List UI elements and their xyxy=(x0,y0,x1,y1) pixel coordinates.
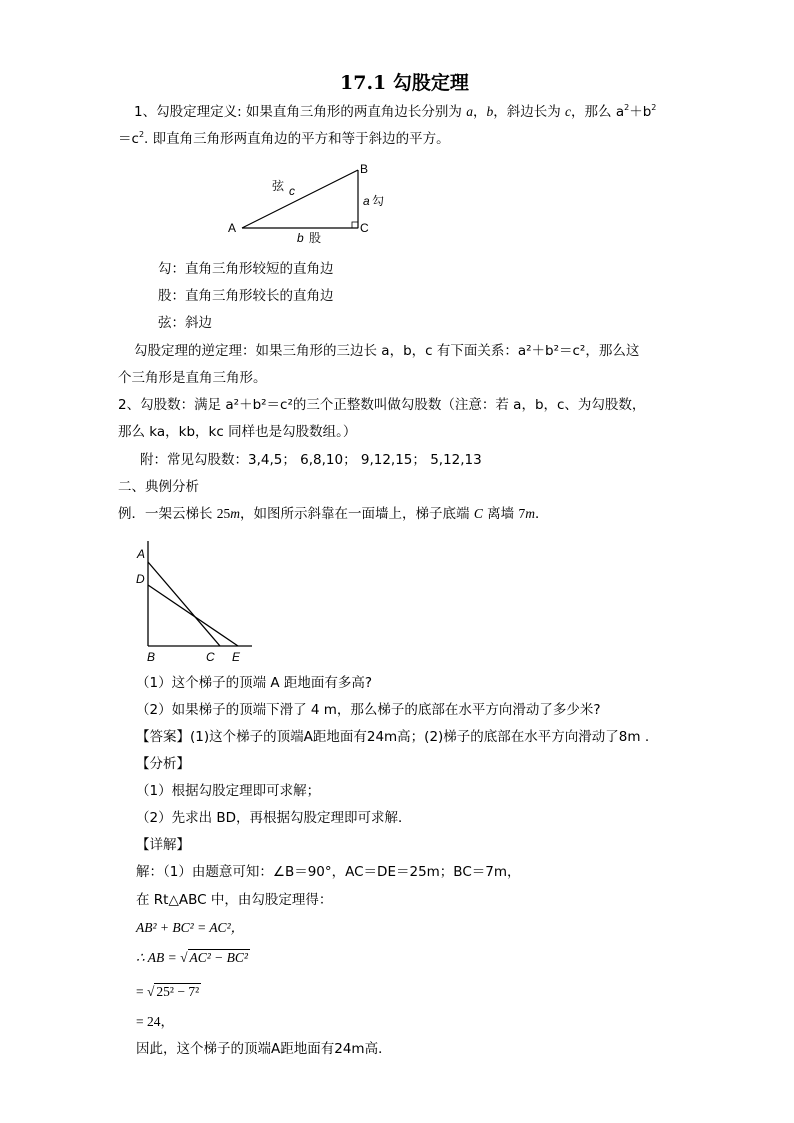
hypotenuse-label: 弦 xyxy=(272,179,285,193)
vertex-c-label: C xyxy=(360,221,369,235)
analysis-step-1: （1）根据勾股定理即可求解； xyxy=(136,783,321,799)
equation-3: = √ 25² − 7² xyxy=(136,984,200,999)
point-d-label: D xyxy=(136,572,145,586)
common-triples: 附：常见勾股数：3,4,5； 6,8,10； 9,12,15； 5,12,13 xyxy=(140,452,482,468)
triples-line-2: 那么 ka，kb，kc 同样也是勾股数组。） xyxy=(118,424,357,440)
equation-2-lhs: ∴ AB = xyxy=(136,950,177,965)
ladder-ac xyxy=(148,562,220,646)
plus-b: ＋b xyxy=(629,104,652,120)
triples-line-1: 2、勾股数：满足 a²＋b²＝c²的三个正整数叫做勾股数（注意：若 a，b，c、为勾股数， xyxy=(118,397,646,413)
unit-m: m xyxy=(230,506,241,521)
var-b: b xyxy=(486,104,494,119)
radicand-1: AC² − BC² xyxy=(189,950,248,965)
analysis-heading: 【分析】 xyxy=(136,756,190,772)
question-2: （2）如果梯子的顶端下滑了 4 m，那么梯子的底部在水平方向滑动了多少米? xyxy=(136,702,601,718)
answer: 【答案】(1)这个梯子的顶端A距地面有24m高；(2)梯子的底部在水平方向滑动了8m . xyxy=(136,729,650,745)
section-heading: 二、典例分析 xyxy=(118,479,199,495)
example-text-a: 例．一架云梯长 xyxy=(118,506,217,522)
comma: ， xyxy=(472,104,487,120)
point-c-label: C xyxy=(206,650,215,664)
superscript-2: 2 xyxy=(624,103,630,112)
point-b-label: B xyxy=(147,650,156,664)
solution-line-2: 在 Rt△ABC 中，由勾股定理得： xyxy=(136,892,333,908)
vertex-b-label: B xyxy=(360,162,369,176)
equation-4: = 24， xyxy=(136,1014,174,1029)
side-b-var: b xyxy=(297,231,304,245)
example-end: ． xyxy=(534,506,549,522)
ladder-length: 25 xyxy=(216,506,231,521)
side-b-label: 股 xyxy=(309,231,322,245)
solution-line-1: 解：（1）由题意可知：∠B＝90°，AC＝DE＝25m；BC＝7m， xyxy=(136,864,521,880)
converse-line-2: 个三角形是直角三角形。 xyxy=(118,370,267,386)
equation-1: AB² + BC² = AC²， xyxy=(136,920,245,935)
example-text-c: 离墙 xyxy=(482,506,519,522)
point-a-label: A xyxy=(137,547,146,561)
equation-3-lhs: = xyxy=(136,984,144,999)
question-1: （1）这个梯子的顶端 A 距地面有多高? xyxy=(136,675,373,691)
superscript-2: 2 xyxy=(138,130,145,139)
page-title: 17.1 勾股定理 xyxy=(340,72,469,94)
equation-2: ∴ AB = √ AC² − BC² xyxy=(136,950,248,965)
definition-text-d: . 即直角三角形两直角边的平方和等于斜边的平方。 xyxy=(144,131,450,147)
var-a: a xyxy=(466,104,473,119)
converse-line-1: 勾股定理的逆定理：如果三角形的三边长 a，b，c 有下面关系：a²＋b²＝c²，那么这 xyxy=(134,343,640,359)
radicand-2: 25² − 7² xyxy=(156,984,200,999)
ladder-de xyxy=(148,585,238,646)
definition-text-c: ，那么 a xyxy=(571,104,625,120)
side-a-var: a xyxy=(363,194,370,208)
var-c: c xyxy=(565,104,572,119)
definition-text-b: ，斜边长为 xyxy=(493,104,566,120)
wall-distance: 7 xyxy=(518,506,526,521)
analysis-step-2: （2）先求出 BD，再根据勾股定理即可求解． xyxy=(136,810,412,826)
equals-c: ＝c xyxy=(118,131,139,147)
term-gu: 股：直角三角形较长的直角边 xyxy=(158,288,334,304)
side-a-label: 勾 xyxy=(372,194,385,208)
vertex-a-label: A xyxy=(228,221,237,235)
term-xian: 弦：斜边 xyxy=(158,315,212,331)
hypotenuse-var: c xyxy=(289,184,295,198)
point-e-label: E xyxy=(232,650,241,664)
term-gou: 勾：直角三角形较短的直角边 xyxy=(158,261,334,277)
unit-m: m xyxy=(525,506,535,521)
example-text-b: ，如图所示斜靠在一面墙上，梯子底端 xyxy=(240,506,474,522)
var-C: C xyxy=(473,506,483,521)
superscript-2: 2 xyxy=(651,103,657,112)
definition-text-a: 1、勾股定理定义: 如果直角三角形的两直角边长分别为 xyxy=(134,104,467,120)
conclusion: 因此，这个梯子的顶端A距地面有24m高． xyxy=(136,1041,392,1057)
detail-heading: 【详解】 xyxy=(136,837,190,853)
